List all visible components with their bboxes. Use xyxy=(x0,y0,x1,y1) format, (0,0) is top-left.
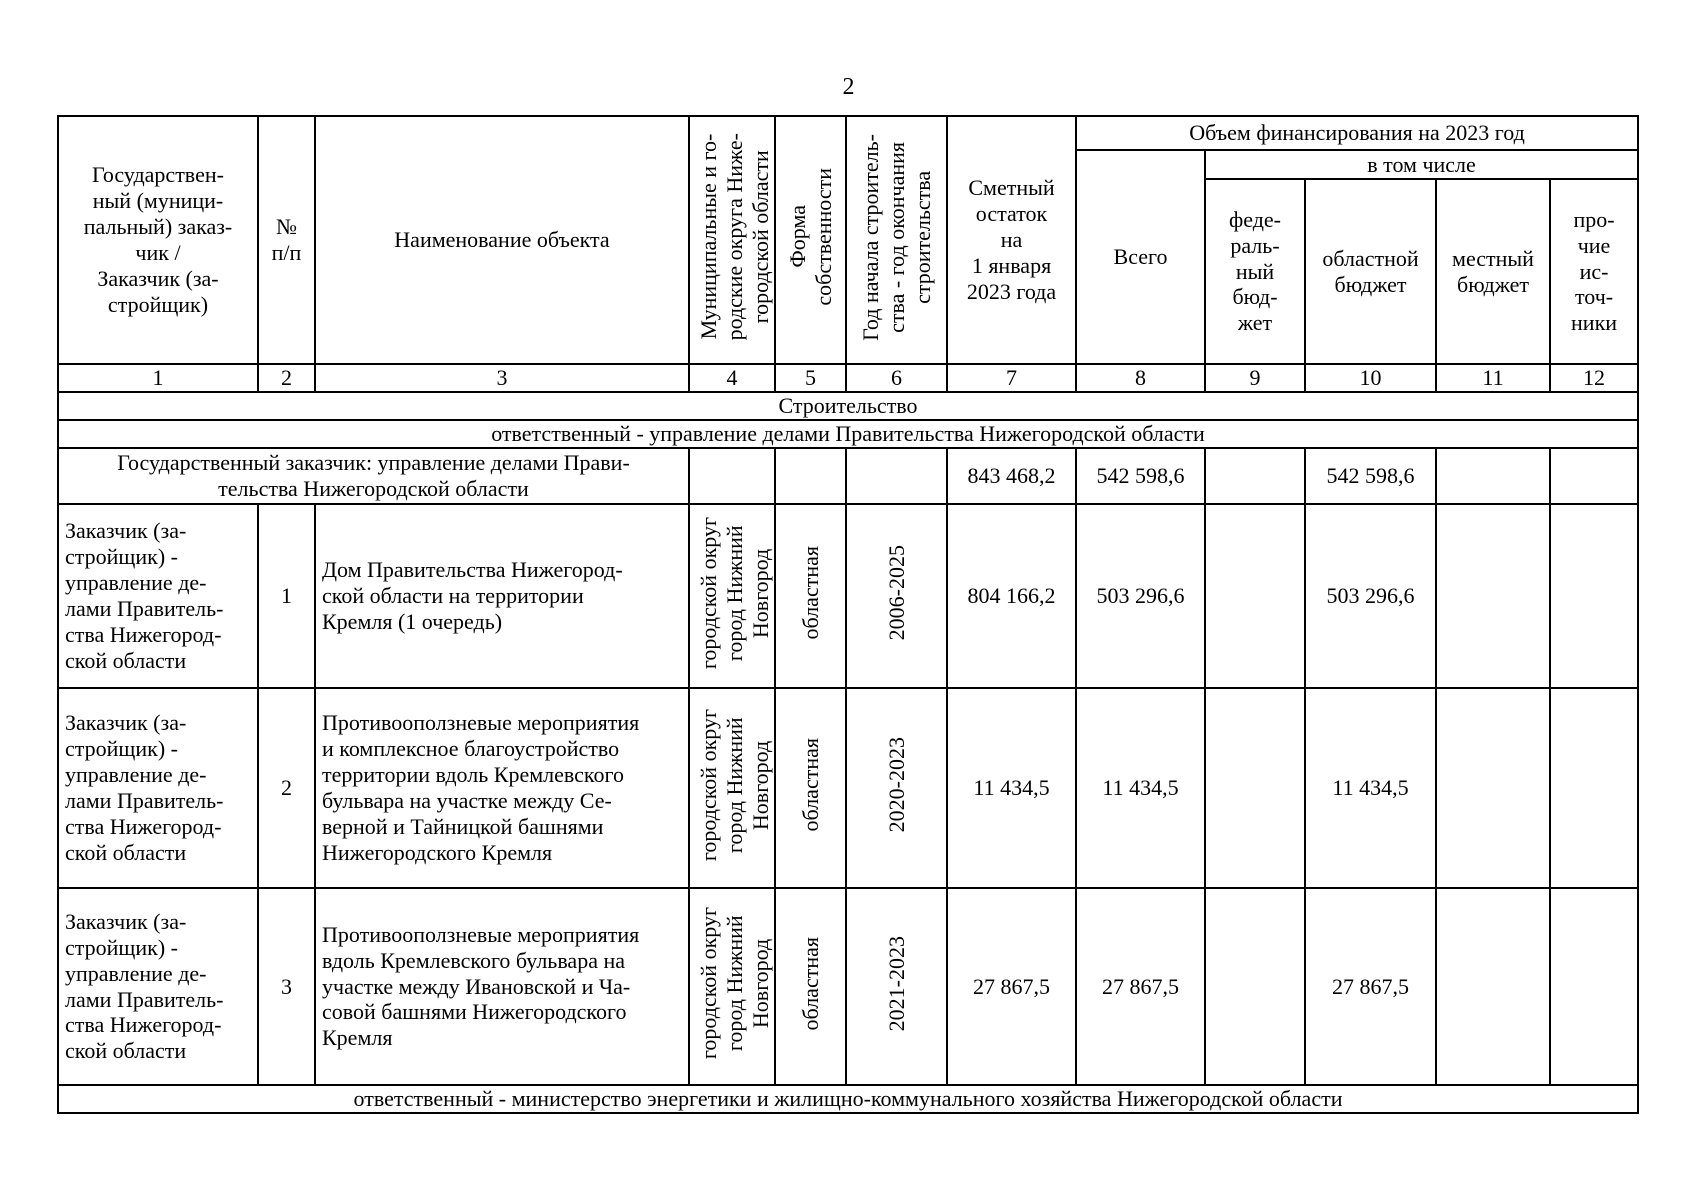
row-federal xyxy=(1205,504,1305,688)
column-number: 6 xyxy=(846,364,947,392)
row-object-name: Противооползневые мероприятия и комплексное благоустройство территории вдоль Кремлевского бульвара на участке между Се- верной и Тайницкой башнями Нижегородского Кремля xyxy=(315,688,689,888)
column-numbers-row xyxy=(58,364,1638,392)
row-years: 2006-2025 xyxy=(883,545,909,641)
header-years: Год начала строитель- ства - год окончания строительства xyxy=(857,133,935,341)
column-number: 12 xyxy=(1550,364,1638,392)
row-estimate: 11 434,5 xyxy=(947,688,1076,888)
row-years: 2020-2023 xyxy=(883,737,909,833)
state-customer-total: 542 598,6 xyxy=(1076,448,1205,504)
column-number: 11 xyxy=(1436,364,1550,392)
row-customer: Заказчик (за- стройщик) - управление де- лами Правитель- ства Нижегород- ской области xyxy=(58,888,258,1085)
row-ownership: областная xyxy=(797,546,823,640)
row-municipal: городской округ город Нижний Новгород xyxy=(696,708,773,862)
header-municipal-cell xyxy=(689,116,775,364)
row-num: 3 xyxy=(258,888,315,1085)
row-local xyxy=(1436,888,1550,1085)
table-row xyxy=(58,888,1638,1085)
header-federal: феде- раль- ный бюд- жет xyxy=(1205,179,1305,364)
page-number: 2 xyxy=(842,74,855,100)
header-municipal: Муниципальные и го- родские округа Ниже- городской области xyxy=(696,133,773,341)
row-customer: Заказчик (за- стройщик) - управление де- лами Правитель- ства Нижегород- ской области xyxy=(58,688,258,888)
investment-table xyxy=(57,115,1639,1114)
row-municipal: городской округ город Нижний Новгород xyxy=(696,516,773,670)
header-including: в том числе xyxy=(1205,150,1638,179)
header-other: про- чие ис- точ- ники xyxy=(1550,179,1638,364)
row-ownership: областная xyxy=(797,936,823,1031)
row-municipal: городской округ город Нижний Новгород xyxy=(696,907,773,1060)
row-total: 27 867,5 xyxy=(1076,888,1205,1085)
table-row xyxy=(58,504,1638,688)
header-estimate: Сметный остаток на 1 января 2023 года xyxy=(947,116,1076,364)
responsible-2: ответственный - министерство энергетики и жилищно-коммунального хозяйства Нижегородской области xyxy=(58,1085,1638,1113)
header-num: № п/п xyxy=(258,116,315,364)
header-ownership: Форма собственности xyxy=(784,168,836,306)
column-number: 10 xyxy=(1305,364,1436,392)
column-number: 2 xyxy=(258,364,315,392)
row-object-name: Дом Правительства Нижегород- ской области на территории Кремля (1 очередь) xyxy=(315,504,689,688)
header-object-name: Наименование объекта xyxy=(315,116,689,364)
state-customer-row xyxy=(58,448,1638,504)
row-other xyxy=(1550,888,1638,1085)
header-ownership-cell xyxy=(775,116,846,364)
row-total: 503 296,6 xyxy=(1076,504,1205,688)
column-number: 9 xyxy=(1205,364,1305,392)
row-other xyxy=(1550,688,1638,888)
row-federal xyxy=(1205,888,1305,1085)
header-years-cell xyxy=(846,116,947,364)
column-number: 3 xyxy=(315,364,689,392)
row-num: 1 xyxy=(258,504,315,688)
column-number: 8 xyxy=(1076,364,1205,392)
table-row xyxy=(58,688,1638,888)
row-federal xyxy=(1205,688,1305,888)
state-customer-estimate: 843 468,2 xyxy=(947,448,1076,504)
state-customer-label: Государственный заказчик: управление делами Прави- тельства Нижегородской области xyxy=(58,448,689,504)
row-local xyxy=(1436,504,1550,688)
column-number: 4 xyxy=(689,364,775,392)
row-regional: 11 434,5 xyxy=(1305,688,1436,888)
row-object-name: Противооползневые мероприятия вдоль Кремлевского бульвара на участке между Ивановской и Ча- совой башнями Нижегородского Кремля xyxy=(315,888,689,1085)
column-number: 1 xyxy=(58,364,258,392)
row-num: 2 xyxy=(258,688,315,888)
row-other xyxy=(1550,504,1638,688)
column-number: 5 xyxy=(775,364,846,392)
row-years: 2021-2023 xyxy=(883,935,909,1032)
row-estimate: 27 867,5 xyxy=(947,888,1076,1085)
row-estimate: 804 166,2 xyxy=(947,504,1076,688)
row-total: 11 434,5 xyxy=(1076,688,1205,888)
row-regional: 27 867,5 xyxy=(1305,888,1436,1085)
column-number: 7 xyxy=(947,364,1076,392)
header-financing: Объем финансирования на 2023 год xyxy=(1076,116,1638,150)
row-ownership: областная xyxy=(797,738,823,832)
section-title: Строительство xyxy=(58,392,1638,420)
row-regional: 503 296,6 xyxy=(1305,504,1436,688)
header-total: Всего xyxy=(1076,150,1205,364)
state-customer-regional: 542 598,6 xyxy=(1305,448,1436,504)
row-local xyxy=(1436,688,1550,888)
header-regional: областной бюджет xyxy=(1305,179,1436,364)
header-local: местный бюджет xyxy=(1436,179,1550,364)
header-customer: Государствен- ный (муници- пальный) заказ- чик / Заказчик (за- стройщик) xyxy=(58,116,258,364)
row-customer: Заказчик (за- стройщик) - управление де- лами Правитель- ства Нижегород- ской области xyxy=(58,504,258,688)
responsible-1: ответственный - управление делами Правительства Нижегородской области xyxy=(58,420,1638,448)
